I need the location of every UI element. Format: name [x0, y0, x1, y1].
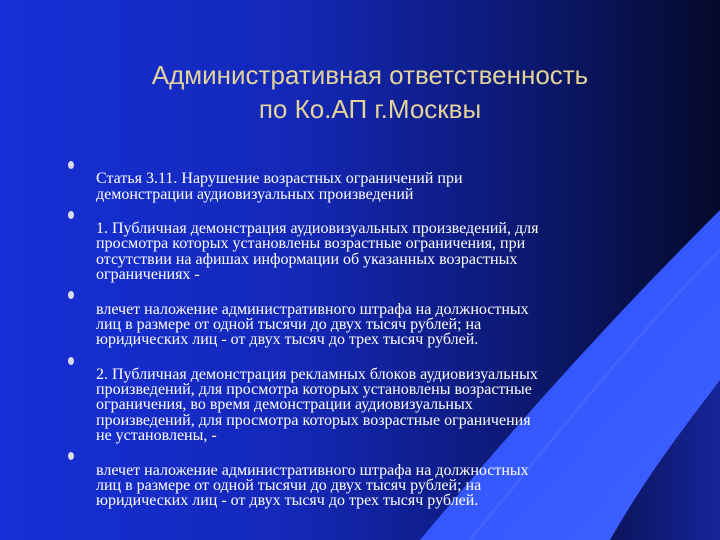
bullet-item — [66, 206, 666, 282]
bullet-icon — [68, 291, 74, 299]
bullet-icon — [68, 161, 74, 169]
bullet-item — [66, 447, 666, 508]
bullet-text: 1. Публичная демонстрация аудиовизуальных произведений, для просмотра которых установлены возрастные ограничения, при отсутствии на афишах информации об указанных возрастных ограничениях - — [96, 220, 539, 284]
bullet-item — [66, 352, 666, 444]
bullet-item — [66, 286, 666, 347]
slide-title-line-2: по Ко.АП г.Москвы — [258, 94, 482, 124]
slide-title-line-1: Административная ответственность — [151, 60, 589, 90]
slide-title — [60, 58, 680, 126]
bullet-text: влечет наложение административного штрафа на должностных лиц в размере от одной тысячи до двух тысяч рублей; на юридических лиц - от двух тысяч до трех тысяч рублей. — [96, 300, 529, 349]
bullet-item — [66, 156, 666, 202]
bullet-icon — [68, 211, 74, 219]
bullet-list — [66, 156, 666, 509]
bullet-text: 2. Публичная демонстрация рекламных блоков аудиовизуальных произведений, для просмотра которых установлены возрастные ограничения, во время демонстрации аудиовизуальных произведений, для просмотра которых возрастные ограничения не установлены, - — [96, 365, 538, 445]
bullet-text: Статья 3.11. Нарушение возрастных ограничений при демонстрации аудиовизуальных произведений — [96, 170, 463, 203]
bullet-icon — [68, 357, 74, 365]
bullet-text: влечет наложение административного штрафа на должностных лиц в размере от одной тысячи до двух тысяч рублей; на юридических лиц - от двух тысяч до трех тысяч рублей. — [96, 461, 529, 510]
bullet-icon — [68, 452, 74, 460]
